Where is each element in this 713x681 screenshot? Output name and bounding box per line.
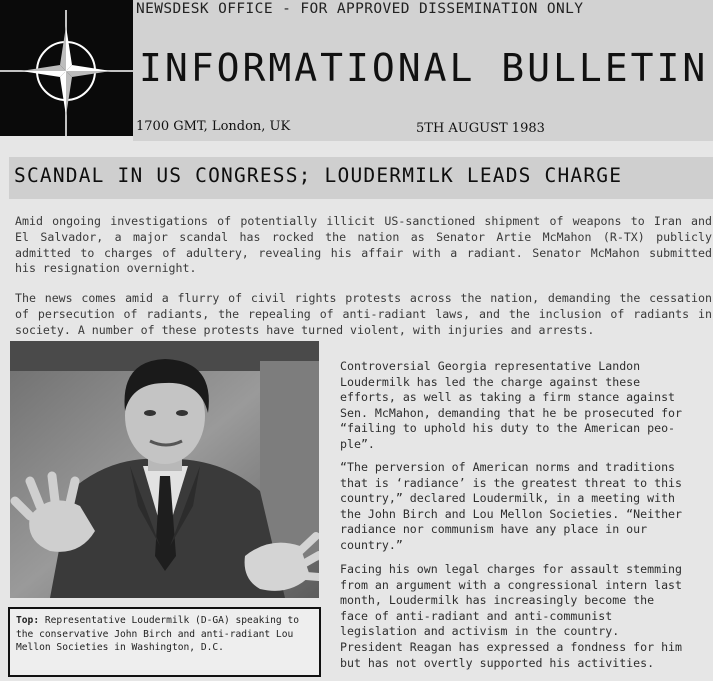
text-line: admitted to charges of adultery, revealing his affair with a radiant. Senator McMahon submitted bbox=[15, 245, 712, 260]
text-line: country,” declared Loudermilk, in a meeting with bbox=[340, 491, 676, 506]
text-line: month, Loudermilk has increasingly become the bbox=[340, 593, 655, 608]
text-line: radiance nor communism have any place in our bbox=[340, 522, 648, 537]
photo-caption-box bbox=[8, 607, 321, 677]
header-top-line: NEWSDESK OFFICE - FOR APPROVED DISSEMINATION ONLY bbox=[136, 1, 584, 17]
bulletin-logo bbox=[0, 0, 133, 136]
text-line: of persecution of radiants, the repealing of anti-radiant laws, and the inclusion of radiants in bbox=[15, 306, 712, 321]
caption-label: Top: bbox=[16, 615, 40, 626]
caption-text: Representative Loudermilk (D-GA) speaking to the conservative John Birch and anti-radiant Lou Mellon Societies in Washington, D.C. bbox=[16, 615, 300, 654]
article-paragraph-2 bbox=[15, 291, 712, 338]
text-line: efforts, as well as taking a firm stance against bbox=[340, 390, 676, 405]
text-line: from an argument with a congressional intern last bbox=[340, 577, 683, 592]
text-line: but has not overtly supported his activities. bbox=[340, 655, 655, 670]
text-line: Sen. McMahon, demanding that he be prosecuted for bbox=[340, 405, 683, 420]
speaker-photo-illustration bbox=[10, 341, 319, 598]
photo-caption bbox=[16, 614, 316, 655]
text-line: El Salvador, a major scandal has rocked the nation as Senator Artie McMahon (R-TX) publicly bbox=[15, 229, 712, 244]
text-line: Controversial Georgia representative Landon bbox=[340, 359, 641, 373]
text-line: Facing his own legal charges for assault stemming bbox=[340, 562, 683, 576]
text-line: his resignation overnight. bbox=[15, 261, 197, 276]
text-line: ple”. bbox=[340, 436, 375, 451]
text-line: Loudermilk has led the charge against these bbox=[340, 374, 641, 389]
text-line: society. A number of these protests have turned violent, with injuries and arrests. bbox=[15, 322, 595, 337]
text-line: country.” bbox=[340, 537, 403, 552]
dateline-location: 1700 GMT, London, UK bbox=[136, 119, 291, 134]
text-line: that is ‘radiance’ is the greatest threat to this bbox=[340, 475, 683, 490]
text-line: Amid ongoing investigations of potentially illicit US-sanctioned shipment of weapons to Iran and bbox=[15, 214, 712, 228]
text-line: “failing to uphold his duty to the American peo- bbox=[340, 421, 676, 436]
article-headline: SCANDAL IN US CONGRESS; LOUDERMILK LEADS CHARGE bbox=[14, 164, 623, 187]
text-line: “The perversion of American norms and traditions bbox=[340, 460, 676, 474]
column-paragraph-3 bbox=[340, 562, 702, 671]
column-paragraph-1 bbox=[340, 359, 702, 453]
compass-star-icon bbox=[0, 0, 133, 136]
text-line: The news comes amid a flurry of civil rights protests across the nation, demanding the cessation bbox=[15, 291, 712, 305]
article-paragraph-1 bbox=[15, 214, 712, 277]
text-line: legislation and activism in the country. bbox=[340, 624, 620, 639]
dateline-date: 5TH AUGUST 1983 bbox=[416, 121, 545, 136]
article-photo bbox=[10, 341, 319, 598]
text-line: face of anti-radiant and anti-communist bbox=[340, 608, 613, 623]
text-line: President Reagan has expressed a fondness for him bbox=[340, 639, 683, 654]
text-line: the John Birch and Lou Mellon Societies. “Neither bbox=[340, 506, 683, 521]
column-paragraph-2 bbox=[340, 460, 702, 554]
bulletin-title: INFORMATIONAL BULLETIN bbox=[139, 46, 709, 90]
